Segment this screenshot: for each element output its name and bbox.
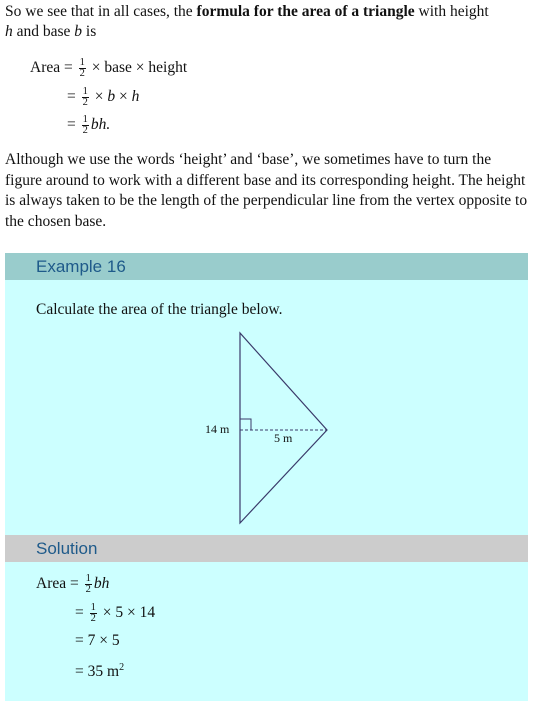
solution-heading: Solution <box>5 535 528 562</box>
solution-bh: bh <box>93 575 110 593</box>
right-angle-marker <box>240 419 251 430</box>
formula-var-b: b <box>107 88 116 106</box>
intro-and-base: and base <box>12 23 75 40</box>
intro-paragraph <box>5 2 530 42</box>
solution-eq: = <box>75 604 84 622</box>
solution-half-fraction: $\frac{1}{2}$ <box>90 602 96 624</box>
intro-mid: with height <box>414 3 489 20</box>
solution-result-exponent: 2 <box>119 662 125 673</box>
formula-line-2 <box>67 87 139 108</box>
example-heading: Example 16 <box>5 253 528 280</box>
label-14m: 14 m <box>205 422 230 436</box>
formula-bh: bh. <box>90 116 111 134</box>
intro-bold-formula: formula for the area of a triangle <box>196 3 415 20</box>
formula-half-fraction: $\frac{1}{2}$ <box>82 114 88 136</box>
solution-line-2 <box>75 603 155 624</box>
intro-var-h: h <box>5 23 13 40</box>
solution-line-4 <box>75 658 124 682</box>
solution-area-label: Area <box>36 575 67 593</box>
formula-line-1 <box>30 58 187 79</box>
formula-times: × <box>94 88 104 106</box>
formula-eq: = <box>67 116 76 134</box>
explanation-paragraph: Although we use the words ‘height’ and ‘base’, we sometimes have to turn the figure around to work with a different base and its corresponding height. The height is always taken to be the length of the perpendicular line from the vertex opposite to the chosen base. <box>5 151 528 230</box>
formula-area-label: Area <box>30 59 61 77</box>
triangle-diagram <box>195 328 340 528</box>
solution-line-3: = 7 × 5 <box>75 632 120 649</box>
solution-line-1 <box>36 574 109 595</box>
intro-suffix: is <box>82 23 97 40</box>
intro-var-b: b <box>74 23 83 40</box>
formula-half-fraction: $\frac{1}{2}$ <box>82 86 88 108</box>
example-question: Calculate the area of the triangle below. <box>36 301 283 318</box>
intro-prefix: So we see that in all cases, the <box>5 3 197 20</box>
formula-line1-text: × base × height <box>91 59 188 77</box>
formula-eq: = <box>67 88 76 106</box>
solution-eq: = <box>70 575 79 593</box>
formula-var-h: h <box>131 88 140 106</box>
triangle-outline <box>240 333 327 523</box>
formula-half-fraction: $\frac{1}{2}$ <box>79 57 85 79</box>
solution-result: = 35 m <box>75 663 120 681</box>
label-5m: 5 m <box>274 431 293 445</box>
formula-times: × <box>119 88 128 106</box>
formula-line-3 <box>67 115 110 136</box>
solution-half-fraction: $\frac{1}{2}$ <box>85 573 91 595</box>
solution-line2-text: × 5 × 14 <box>102 604 156 622</box>
formula-eq: = <box>64 59 73 77</box>
